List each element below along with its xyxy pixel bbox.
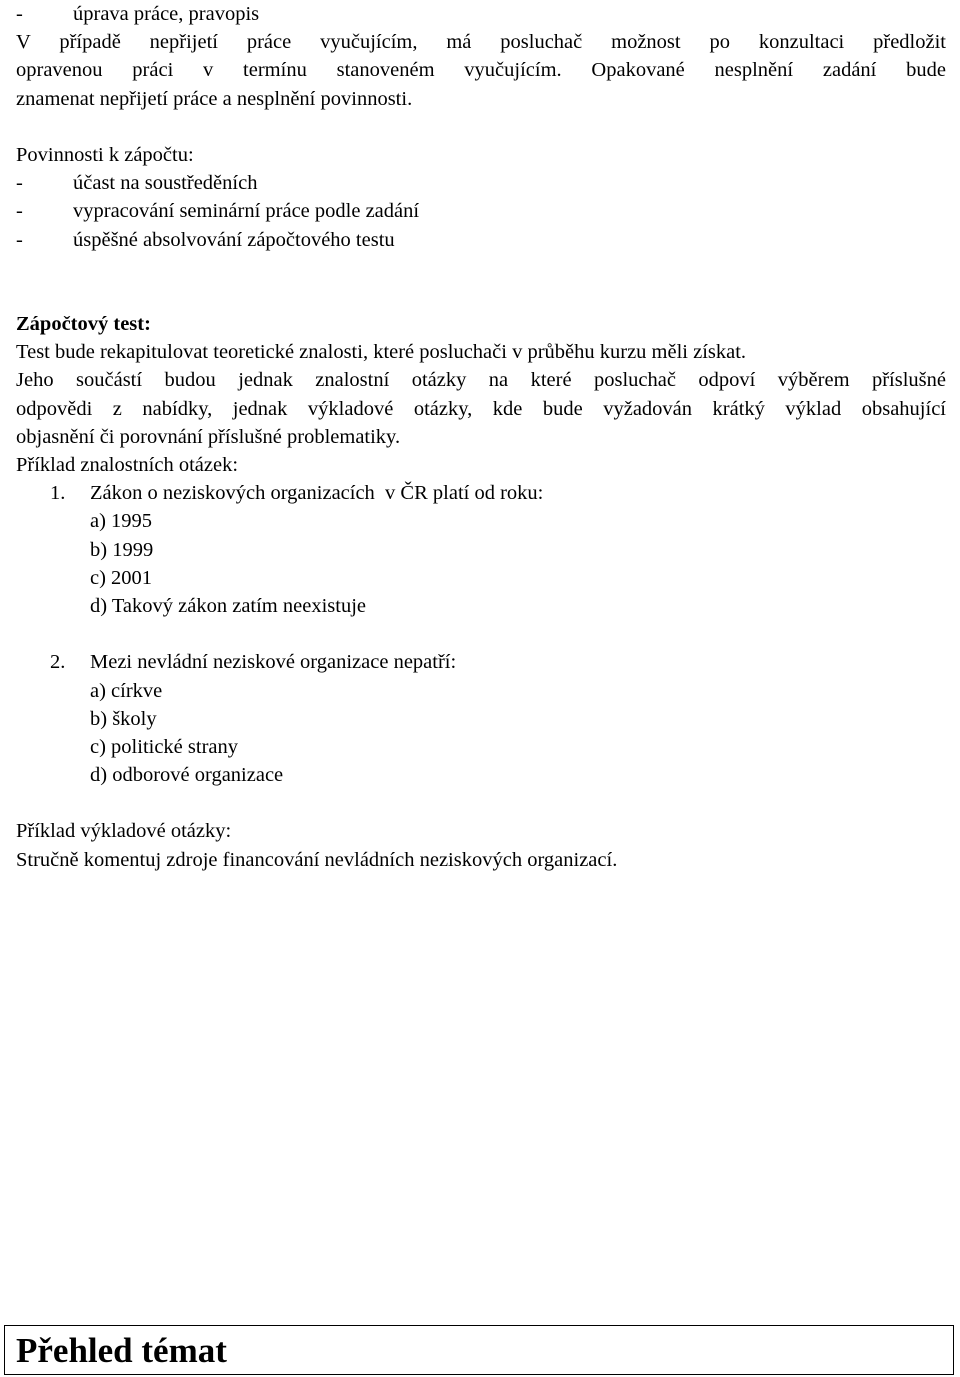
essay-question: Stručně komentuj zdroje financování nevládních neziskových organizací. [16, 848, 618, 871]
section-title: Přehled témat [16, 1331, 227, 1370]
list-item [16, 226, 946, 254]
test-heading: Zápočtový test: [16, 313, 151, 336]
paragraph-line: V případě nepřijetí práce vyučujícím, má posluchač možnost po konzultaci předložit [16, 31, 946, 54]
question-text: Zákon o neziskových organizacích v ČR platí od roku: [90, 482, 544, 505]
paragraph-line: odpovědi z nabídky, jednak výkladové otázky, kde bude vyžadován krátký výklad obsahující [16, 397, 946, 420]
answer-option: c) politické strany [90, 735, 239, 758]
list-item [16, 169, 946, 197]
dash-bullet: - [16, 172, 23, 195]
essay-question-heading: Příklad výkladové otázky: [16, 820, 232, 843]
paragraph-line: Jeho součástí budou jednak znalostní otázky na které posluchač odpoví výběrem příslušné [16, 369, 946, 392]
knowledge-questions-heading: Příklad znalostních otázek: [16, 454, 239, 476]
paragraph-line: Test bude rekapitulovat teoretické znalosti, které posluchači v průběhu kurzu měli získat. [16, 341, 747, 364]
answer-option: d) Takový zákon zatím neexistuje [90, 594, 366, 617]
answer-option: d) odborové organizace [90, 764, 284, 787]
section-heading-box [4, 1325, 954, 1375]
paragraph-line: opravenou práci v termínu stanoveném vyučujícím. Opakované nesplnění zadání bude [16, 59, 946, 82]
question [16, 479, 946, 507]
answer-option: a) církve [90, 679, 163, 702]
paragraph-line: znamenat nepřijetí práce a nesplnění povinnosti. [16, 87, 413, 110]
paragraph-line: objasnění či porovnání příslušné problematiky. [16, 425, 401, 448]
list-item-text: úprava práce, pravopis [73, 3, 260, 25]
dash-bullet: - [16, 200, 23, 223]
answer-option: a) 1995 [90, 510, 153, 533]
question-number: 2. [50, 651, 66, 674]
answer-option: b) školy [90, 707, 157, 730]
obligations-heading: Povinnosti k zápočtu: [16, 143, 194, 166]
list-item-text: účast na soustředěních [73, 172, 258, 195]
document-page [16, 0, 946, 874]
list-item-text: vypracování seminární práce podle zadání [73, 200, 420, 223]
question [16, 648, 946, 676]
dash-bullet: - [16, 228, 23, 251]
answer-option: c) 2001 [90, 566, 153, 589]
question-text: Mezi nevládní neziskové organizace nepatří: [90, 651, 457, 674]
list-item [16, 197, 946, 225]
dash-bullet: - [16, 3, 23, 25]
list-item-text: úspěšné absolvování zápočtového testu [73, 228, 395, 251]
question-number: 1. [50, 482, 66, 505]
list-item [16, 0, 946, 28]
answer-option: b) 1999 [90, 538, 154, 561]
